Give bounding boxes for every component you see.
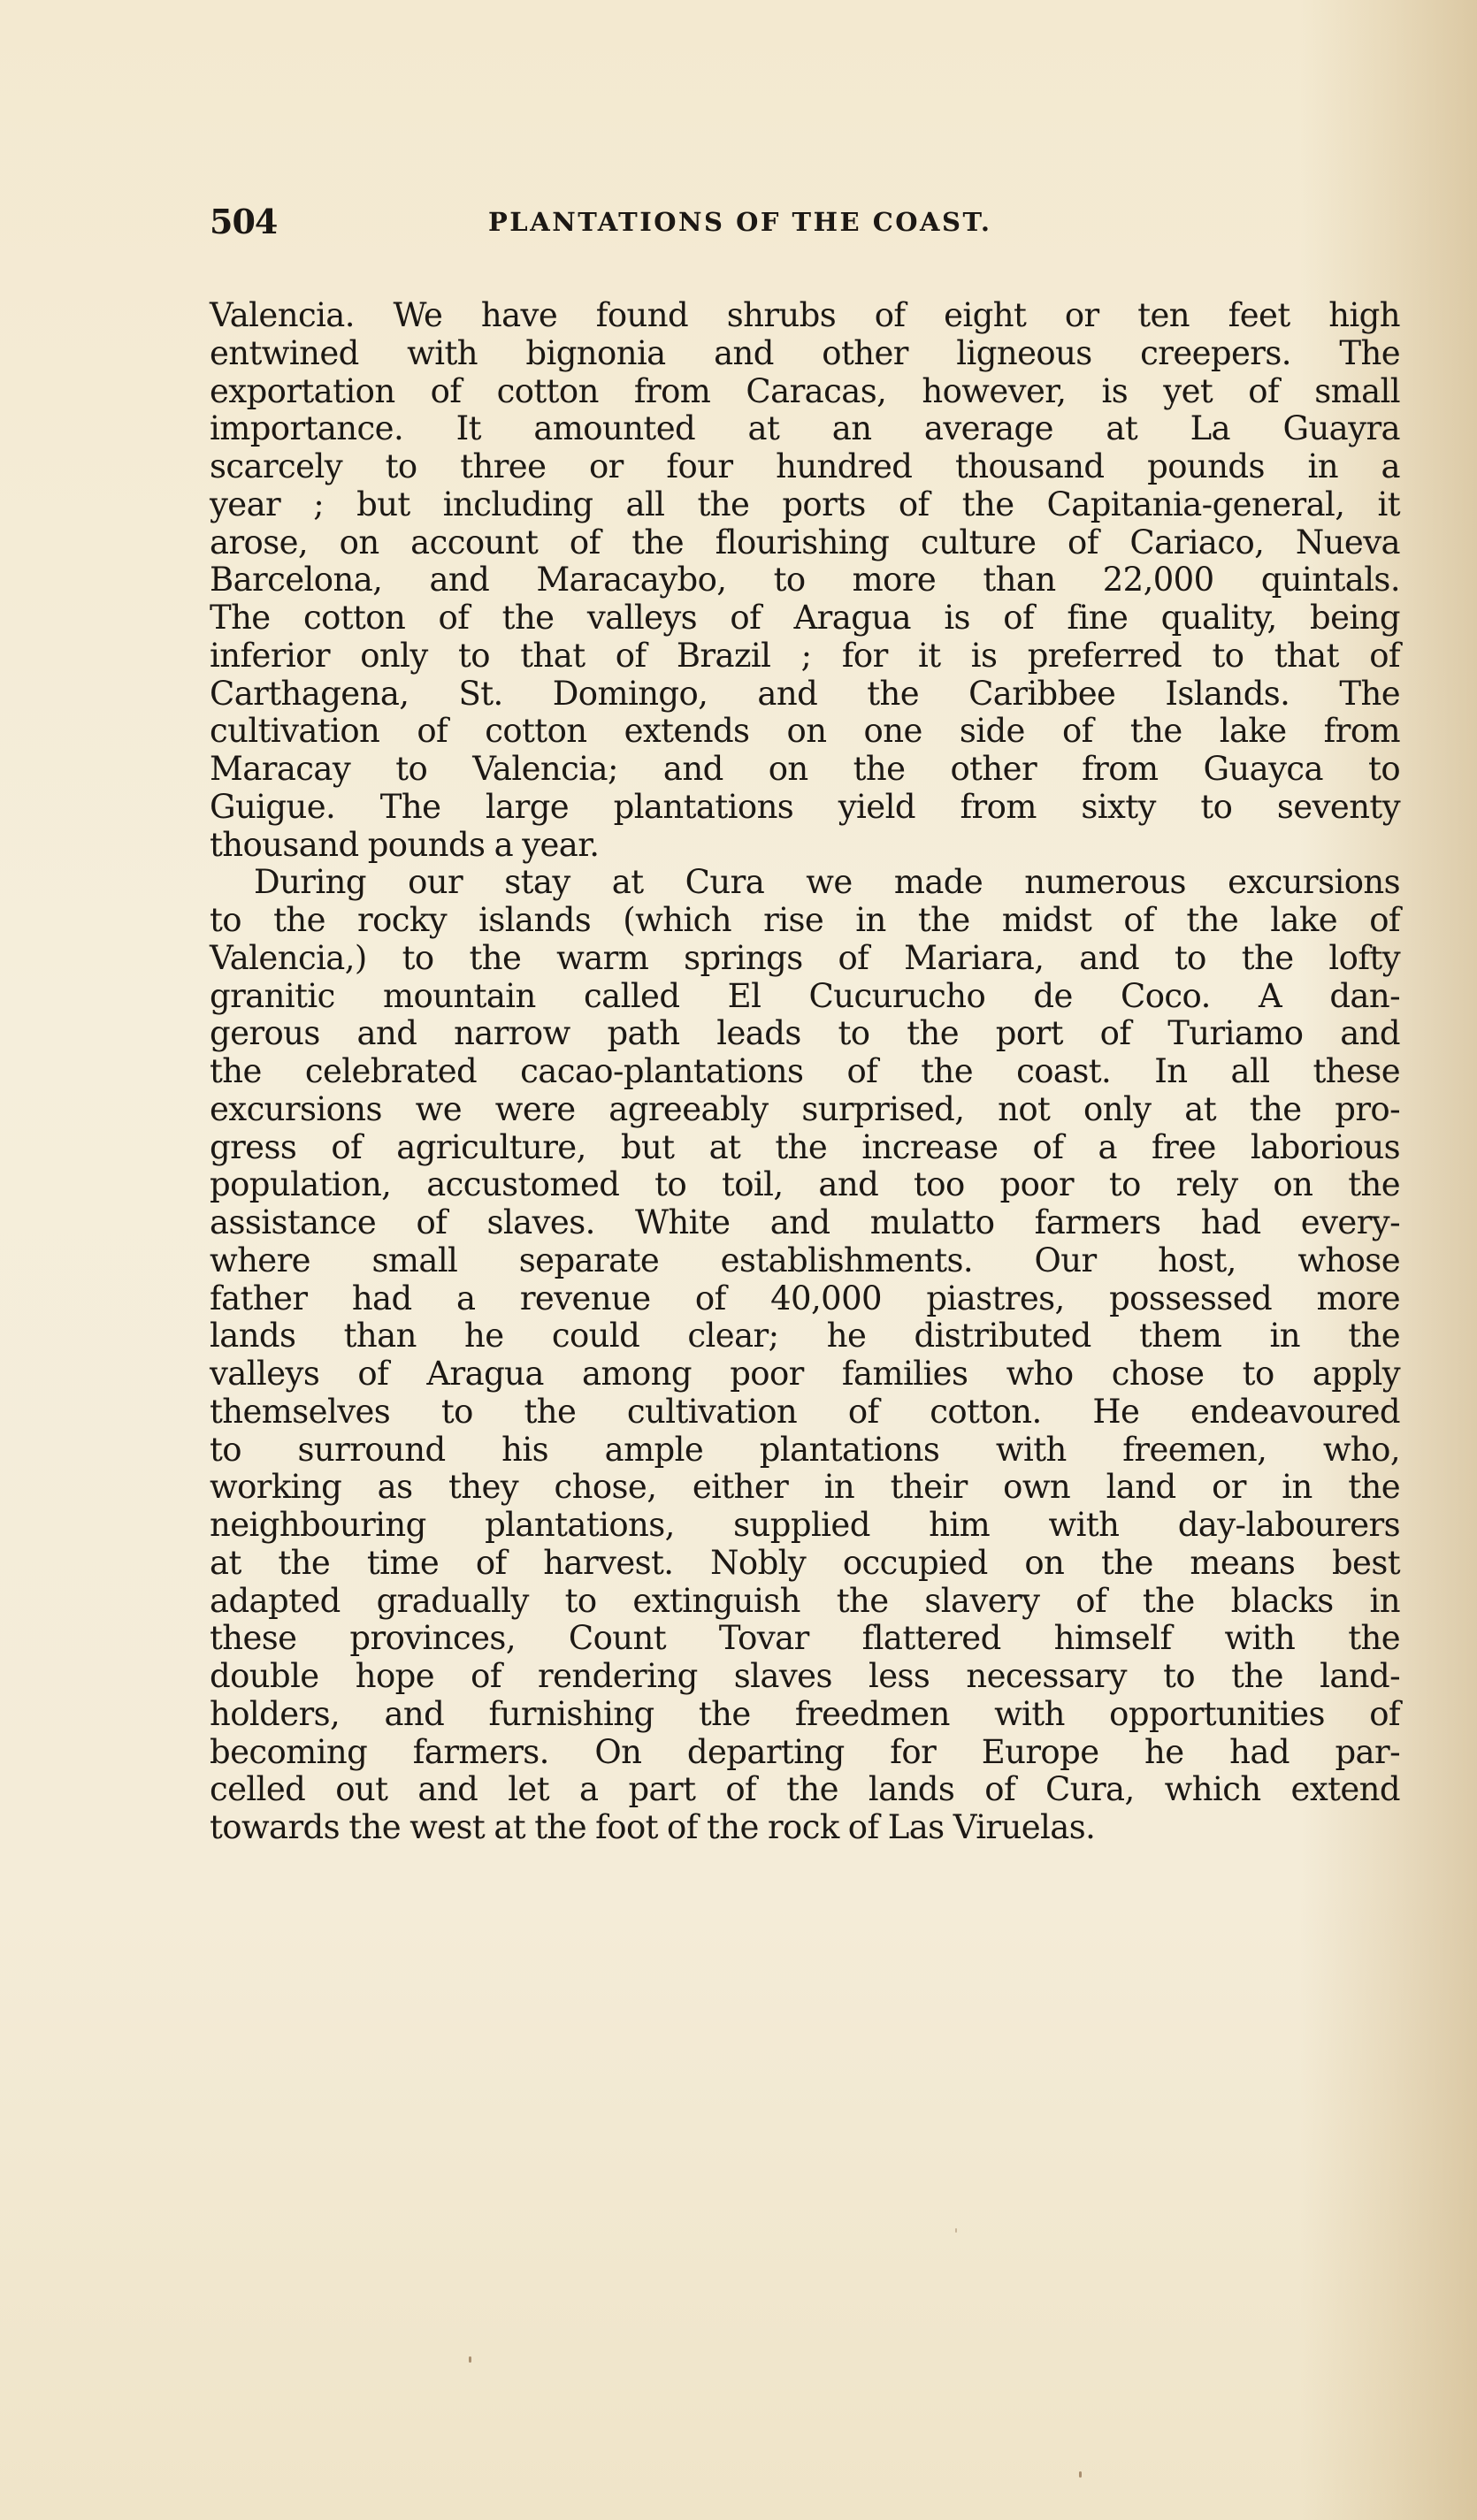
text-line: Carthagena, St. Domingo, and the Caribbee Islands. The [210,674,1400,713]
text-line: Valencia,) to the warm springs of Mariara, and to the lofty [210,938,1400,977]
paper-speck [1079,2471,1082,2478]
text-line: inferior only to that of Brazil ; for it is preferred to that of [210,636,1400,675]
text-line: Barcelona, and Maracaybo, to more than 22,000 quintals. [210,561,1400,599]
text-line: Valencia. We have found shrubs of eight or ten feet high [210,296,1400,334]
text-line: neighbouring plantations, supplied him with day-labourers [210,1506,1400,1544]
text-line: granitic mountain called El Cucurucho de Coco. A dan- [210,976,1400,1015]
paragraph-end-line: towards the west at the foot of the rock of Las Viruelas. [210,1808,1096,1846]
text-line: valleys of Aragua among poor families who chose to apply [210,1355,1400,1393]
text-line: celled out and let a part of the lands of Cura, which extend [210,1770,1400,1809]
text-line: entwined with bignonia and other ligneous creepers. The [210,333,1400,372]
paragraph-start-line: During our stay at Cura we made numerous excursions [254,863,1400,902]
text-line: gress of agriculture, but at the increase of a free laborious [210,1127,1400,1166]
text-line: to surround his ample plantations with freemen, who, [210,1430,1400,1469]
text-line: working as they chose, either in their own land or in the [210,1468,1400,1507]
text-line: Maracay to Valencia; and on the other from Guayca to [210,750,1400,788]
page-number: 504 [210,202,278,241]
paper-speck [955,2228,957,2233]
text-line: importance. It amounted at an average at La Guayra [210,409,1400,448]
running-head [210,202,1404,246]
text-line: adapted gradually to extinguish the slavery of the blacks in [210,1581,1400,1620]
text-line: Guigue. The large plantations yield from sixty to seventy [210,787,1400,826]
text-line: gerous and narrow path leads to the port of Turiamo and [210,1014,1400,1053]
text-line: cultivation of cotton extends on one side of the lake from [210,712,1400,751]
text-line: themselves to the cultivation of cotton. He endeavoured [210,1392,1400,1431]
running-title: PLANTATIONS OF THE COAST. [488,207,992,237]
text-line: exportation of cotton from Caracas, however, is yet of small [210,371,1400,410]
text-line: arose, on account of the flourishing culture of Cariaco, Nueva [210,523,1400,561]
paper-speck [469,2356,471,2363]
text-line: holders, and furnishing the freedmen with opportunities of [210,1694,1400,1733]
text-line: these provinces, Count Tovar flattered himself with the [210,1619,1400,1658]
text-line: year ; but including all the ports of the Capitania-general, it [210,485,1400,523]
text-line: where small separate establishments. Our host, whose [210,1241,1400,1279]
text-line: lands than he could clear; he distributed them in the [210,1317,1400,1355]
text-line: to the rocky islands (which rise in the midst of the lake of [210,901,1400,939]
body-text [210,297,1400,1847]
text-line: scarcely to three or four hundred thousand pounds in a [210,447,1400,485]
paragraph-end-line: thousand pounds a year. [210,825,600,864]
text-line: becoming farmers. On departing for Europe he had par- [210,1732,1400,1771]
text-line: double hope of rendering slaves less necessary to the land- [210,1657,1400,1695]
text-line: population, accustomed to toil, and too poor to rely on the [210,1165,1400,1204]
text-line: The cotton of the valleys of Aragua is of fine quality, being [210,599,1400,637]
text-line: excursions we were agreeably surprised, not only at the pro- [210,1089,1400,1128]
text-line: at the time of harvest. Nobly occupied on the means best [210,1543,1400,1582]
text-line: assistance of slaves. White and mulatto farmers had every- [210,1203,1400,1241]
text-line: father had a revenue of 40,000 piastres, possessed more [210,1279,1400,1317]
text-line: the celebrated cacao-plantations of the coast. In all these [210,1052,1400,1090]
